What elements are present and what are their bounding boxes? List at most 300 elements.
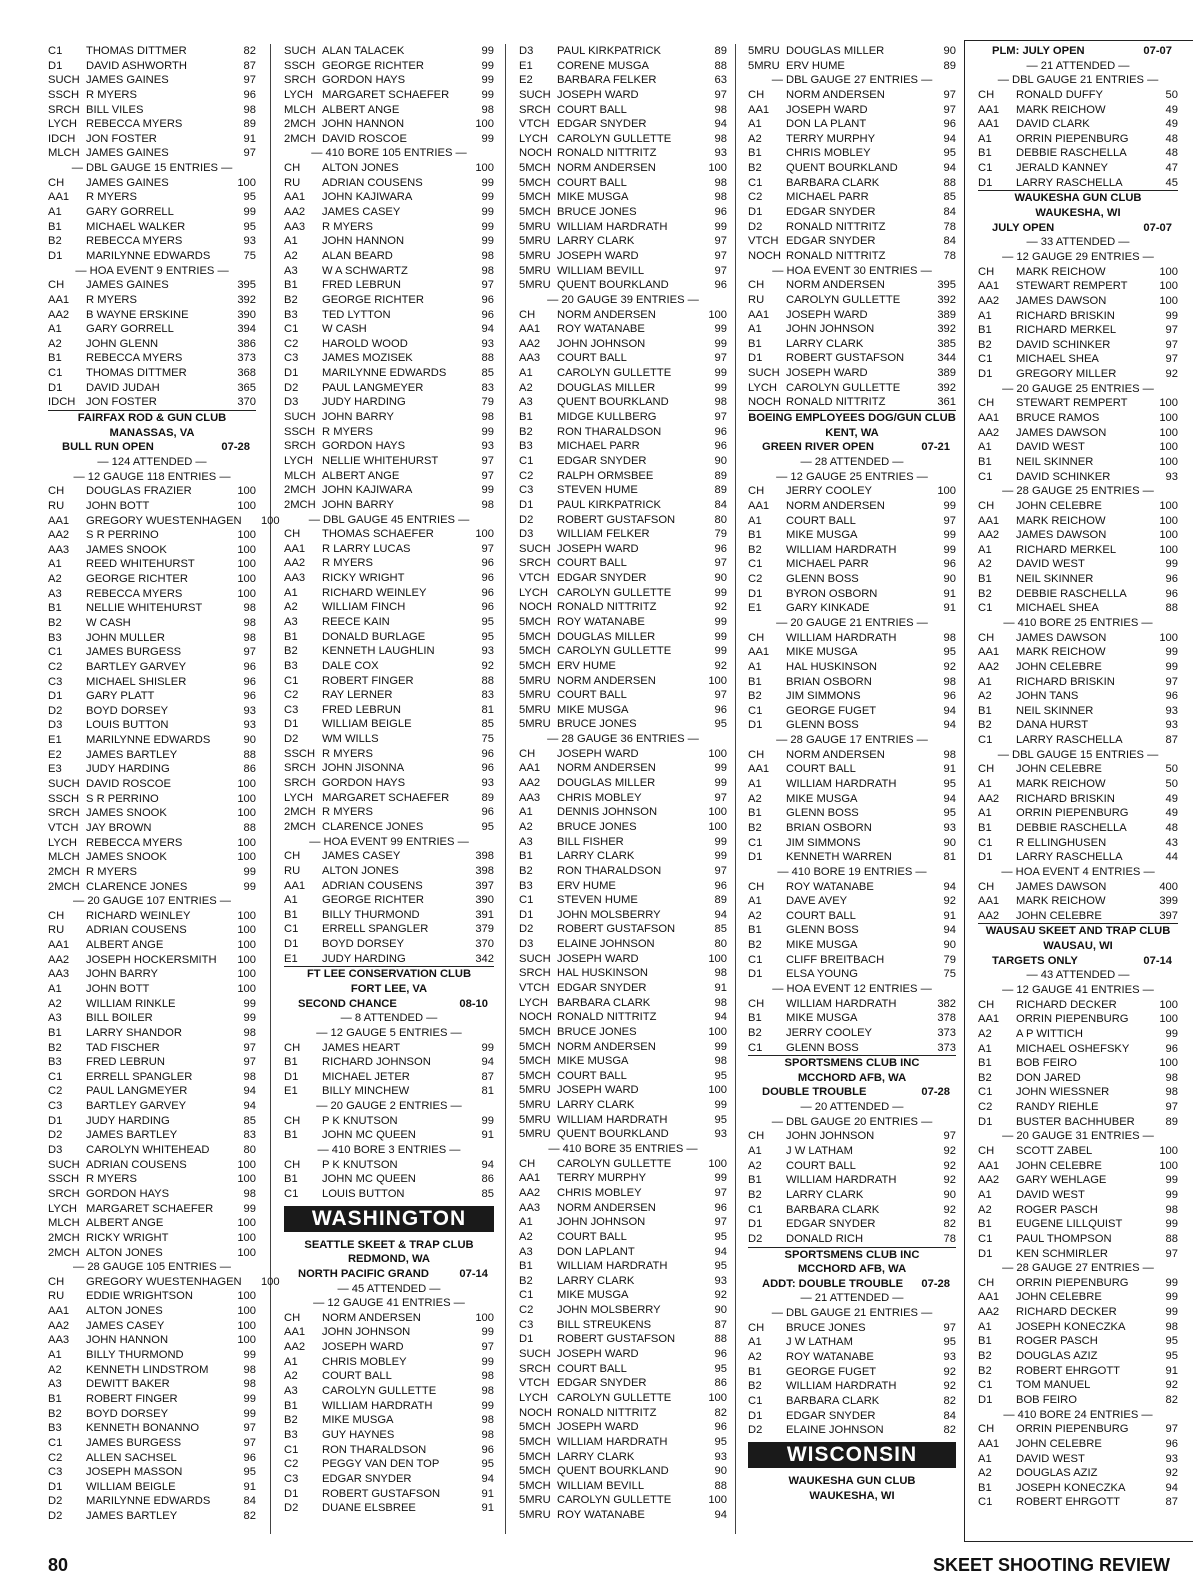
score: 98	[481, 264, 494, 277]
score: 79	[714, 528, 727, 541]
score: 99	[1165, 646, 1178, 659]
shooter-name: KENNETH BONANNO	[86, 1422, 200, 1435]
result-row	[978, 338, 1178, 353]
shooter-name: MIKE MUSGA	[557, 703, 629, 716]
class-code: A1	[284, 894, 298, 907]
shooter-name: ALTON JONES	[322, 162, 399, 175]
class-code: 5MRU	[519, 264, 551, 277]
shooter-name: TAD FISCHER	[86, 1041, 160, 1054]
shooter-name: ROBERT EHRGOTT	[1016, 1496, 1121, 1509]
result-row	[748, 103, 956, 118]
result-row	[748, 1335, 956, 1350]
score: 95	[714, 1069, 727, 1082]
score: 96	[714, 542, 727, 555]
score: 100	[1159, 1159, 1178, 1172]
shooter-name: PAUL THOMPSON	[1016, 1232, 1112, 1245]
result-row	[748, 909, 956, 924]
shooter-name: JOSEPH WARD	[322, 1341, 404, 1354]
result-row	[284, 220, 494, 235]
class-code: SRCH	[284, 74, 316, 87]
shooter-name: WILLIAM HARDRATH	[786, 1174, 897, 1187]
shooter-name: JAMES HEART	[322, 1041, 401, 1054]
shooter-name: W A SCHWARTZ	[322, 264, 408, 277]
score: 98	[481, 1385, 494, 1398]
score: 99	[714, 645, 727, 658]
shooter-name: NELLIE WHITEHURST	[322, 454, 439, 467]
class-code: D1	[48, 690, 63, 703]
result-row	[519, 205, 727, 220]
score: 78	[943, 249, 956, 262]
result-row	[519, 849, 727, 864]
score: 99	[714, 850, 727, 863]
result-row	[748, 601, 956, 616]
class-code: C1	[284, 1443, 299, 1456]
shooter-name: JAMES CASEY	[86, 1319, 165, 1332]
class-code: C1	[978, 602, 993, 615]
class-code: A3	[284, 615, 298, 628]
shooter-name: DOUGLAS MILLER	[786, 45, 885, 57]
result-row	[748, 880, 956, 895]
result-row	[284, 249, 494, 264]
shooter-name: NORM ANDERSEN	[557, 162, 656, 175]
class-code: AA1	[978, 1291, 1000, 1304]
class-code: LYCH	[284, 454, 314, 467]
class-code: C1	[748, 953, 763, 966]
shooter-name: JUDY HARDING	[86, 1114, 170, 1127]
result-row	[748, 806, 956, 821]
shooter-name: RONALD NITTRITZ	[557, 1011, 657, 1024]
score: 49	[1165, 118, 1178, 131]
result-row	[748, 1173, 956, 1188]
result-row	[748, 1203, 956, 1218]
result-row	[48, 499, 256, 514]
class-code: CH	[978, 998, 995, 1011]
result-row	[284, 1172, 494, 1187]
score: 88	[943, 176, 956, 189]
class-code: B2	[978, 1071, 992, 1084]
shooter-name: JOHN CELEBRE	[1016, 1291, 1102, 1304]
class-code: CH	[519, 747, 536, 760]
class-code: AA2	[284, 1341, 306, 1354]
result-row	[48, 1319, 256, 1334]
score: 92	[714, 659, 727, 672]
result-row	[748, 249, 956, 264]
result-row	[284, 190, 494, 205]
class-code: D1	[748, 206, 763, 219]
score: 98	[943, 631, 956, 644]
class-code: C2	[284, 337, 299, 350]
class-code: AA1	[978, 412, 1000, 425]
shooter-name: RICHARD JOHNSON	[322, 1056, 431, 1069]
shooter-name: ROY WATANABE	[786, 880, 874, 893]
shooter-name: JOHN JOHNSON	[557, 337, 646, 350]
result-row	[284, 1399, 494, 1414]
score: 97	[714, 249, 727, 262]
score: 95	[481, 615, 494, 628]
shooter-name: ALBERT ANGE	[322, 469, 400, 482]
result-row	[978, 528, 1178, 543]
shooter-name: ROY WATANABE	[786, 1351, 874, 1364]
shooter-name: JOSEPH WARD	[786, 103, 868, 116]
score: 93	[714, 1274, 727, 1287]
shooter-name: BUSTER BACHHUBER	[1016, 1115, 1135, 1128]
class-code: C1	[978, 353, 993, 366]
score: 97	[943, 88, 956, 101]
class-code: D1	[48, 1480, 63, 1493]
score: 100	[237, 1217, 256, 1230]
class-code: A1	[748, 778, 762, 791]
score: 100	[475, 162, 494, 175]
shooter-name: DAVID CLARK	[1016, 118, 1090, 131]
result-row	[48, 132, 256, 147]
result-row	[48, 1465, 256, 1480]
shooter-name: JOHN JOHNSON	[322, 1326, 411, 1339]
class-code: C3	[48, 675, 63, 688]
shooter-name: GLENN BOSS	[786, 573, 859, 586]
shooter-name: JAMES BARTLEY	[86, 748, 178, 761]
shooter-name: GEORGE RICHTER	[86, 573, 188, 586]
class-code: CH	[748, 631, 765, 644]
class-code: B1	[519, 850, 533, 863]
result-row	[284, 1457, 494, 1472]
score: 88	[481, 674, 494, 687]
score: 382	[937, 997, 956, 1010]
result-row	[284, 820, 494, 835]
score: 100	[708, 308, 727, 321]
class-code: CH	[284, 1041, 301, 1054]
class-code: 5MRU	[519, 703, 551, 716]
result-row	[48, 718, 256, 733]
shooter-name: HAROLD WOOD	[322, 337, 408, 350]
score: 99	[481, 176, 494, 189]
shooter-name: GLENN BOSS	[786, 924, 859, 937]
score: 97	[1165, 1247, 1178, 1260]
result-row	[519, 937, 727, 952]
shooter-name: ALBERT ANGE	[86, 1217, 164, 1230]
result-row	[519, 791, 727, 806]
score: 98	[714, 132, 727, 145]
score: 91	[481, 1129, 494, 1142]
class-code: AA2	[48, 529, 70, 542]
shooter-name: DONALD BURLAGE	[322, 630, 426, 643]
score: 90	[714, 572, 727, 585]
class-code: A2	[978, 1467, 992, 1480]
score: 97	[943, 103, 956, 116]
class-code: A2	[519, 381, 533, 394]
result-row	[748, 1409, 956, 1424]
class-code: C1	[284, 1187, 299, 1200]
shooter-name: DEWITT BAKER	[86, 1378, 170, 1391]
shooter-name: EDGAR SNYDER	[557, 1377, 647, 1390]
result-row	[284, 571, 494, 586]
shooter-name: S R PERRINO	[86, 529, 159, 542]
class-code: B1	[48, 602, 62, 615]
score: 100	[708, 1494, 727, 1507]
score: 390	[475, 894, 494, 907]
class-code: B2	[748, 690, 762, 703]
class-code: VTCH	[519, 1377, 550, 1390]
score: 99	[714, 323, 727, 336]
class-code: SUCH	[748, 367, 780, 380]
result-row	[48, 205, 256, 220]
shooter-name: REBECCA MYERS	[86, 836, 183, 849]
score: 96	[243, 690, 256, 703]
score: 100	[1159, 265, 1178, 278]
result-row	[748, 587, 956, 602]
result-row	[748, 220, 956, 235]
shooter-name: LARRY SHANDOR	[86, 1026, 182, 1039]
class-code: CH	[48, 909, 65, 922]
class-code: RU	[748, 293, 765, 306]
score: 49	[1165, 792, 1178, 805]
shooter-name: MARILYNNE EDWARDS	[322, 367, 447, 380]
shooter-name: WILLIAM BEIGLE	[322, 718, 412, 731]
class-code: AA2	[978, 426, 1000, 439]
shooter-name: ERV HUME	[557, 879, 616, 892]
shooter-name: GLENN BOSS	[786, 1041, 859, 1054]
shooter-name: PAUL KIRKPATRICK	[557, 498, 662, 511]
score: 94	[943, 704, 956, 717]
result-row	[519, 351, 727, 366]
results-column-3	[519, 44, 727, 1523]
result-row	[978, 572, 1178, 587]
shooter-name: BILL BOILER	[86, 1012, 153, 1025]
result-row	[48, 762, 256, 777]
result-row	[978, 806, 1178, 821]
shooter-name: ROY WATANABE	[557, 615, 645, 628]
score: 365	[237, 381, 256, 394]
shooter-name: GEORGE RICHTER	[322, 293, 424, 306]
class-code: IDCH	[48, 132, 76, 145]
class-code: A1	[978, 132, 992, 145]
section-header: — 12 GAUGE 41 ENTRIES —	[1002, 984, 1154, 996]
score: 85	[481, 1187, 494, 1200]
score: 100	[475, 528, 494, 541]
shooter-name: STEWART REMPERT	[1016, 397, 1128, 410]
result-row	[48, 1216, 256, 1231]
result-row	[519, 1288, 727, 1303]
class-code: AA2	[48, 1319, 70, 1332]
result-row	[519, 1508, 727, 1523]
score: 98	[243, 103, 256, 116]
score: 100	[1159, 412, 1178, 425]
shooter-name: BARBARA CLARK	[557, 996, 651, 1009]
shooter-name: GREGORY MILLER	[1016, 368, 1117, 381]
class-code: E2	[48, 748, 62, 761]
result-row	[748, 59, 956, 74]
score: 96	[714, 1348, 727, 1361]
score: 96	[243, 660, 256, 673]
score: 99	[714, 630, 727, 643]
class-code: SRCH	[284, 440, 316, 453]
result-row	[519, 483, 727, 498]
shooter-name: GLENN BOSS	[786, 807, 859, 820]
class-code: D1	[284, 1070, 299, 1083]
class-code: B1	[284, 1129, 298, 1142]
result-row	[978, 704, 1178, 719]
shooter-name: JOHN BARRY	[322, 498, 394, 511]
class-code: AA1	[284, 542, 306, 555]
class-code: C1	[48, 45, 63, 57]
class-code: CH	[978, 880, 995, 893]
result-row	[284, 483, 494, 498]
score: 398	[475, 850, 494, 863]
score: 100	[1159, 397, 1178, 410]
shooter-name: GARY PLATT	[86, 690, 155, 703]
class-code: C1	[978, 1232, 993, 1245]
class-code: B2	[748, 1026, 762, 1039]
class-code: AA1	[519, 323, 541, 336]
section-header: — 20 GAUGE 2 ENTRIES —	[316, 1100, 462, 1113]
result-row	[284, 849, 494, 864]
score: 82	[943, 1424, 956, 1437]
shooter-name: JUDY HARDING	[86, 763, 170, 776]
result-row	[978, 265, 1178, 280]
score: 97	[481, 279, 494, 292]
shooter-name: CHRIS MOBLEY	[786, 147, 871, 160]
shooter-name: NEIL SKINNER	[1016, 704, 1094, 717]
score: 91	[943, 763, 956, 776]
class-code: 5MCH	[519, 1450, 551, 1463]
class-code: B1	[748, 924, 762, 937]
class-code: AA1	[519, 762, 541, 775]
shooter-name: JOSEPH WARD	[786, 367, 868, 380]
result-row	[978, 601, 1178, 616]
shooter-name: COURT BALL	[322, 1370, 392, 1383]
class-code: A2	[48, 997, 62, 1010]
shooter-name: EDGAR SNYDER	[786, 206, 876, 219]
result-row	[748, 631, 956, 646]
class-code: AA1	[48, 1305, 70, 1318]
class-code: 2MCH	[284, 484, 316, 497]
score: 99	[714, 762, 727, 775]
score: 100	[1159, 441, 1178, 454]
class-code: D1	[48, 249, 63, 262]
class-code: A1	[748, 514, 762, 527]
shooter-name: WILLIAM BEIGLE	[86, 1480, 176, 1493]
section-header: — 8 ATTENDED —	[340, 1012, 438, 1025]
shooter-name: PAUL LANGMEYER	[86, 1085, 188, 1098]
class-code: LYCH	[284, 791, 314, 804]
shooter-name: RONALD NITTRITZ	[557, 1406, 657, 1419]
score: 96	[943, 690, 956, 703]
class-code: C1	[519, 454, 534, 467]
score: 91	[481, 1502, 494, 1515]
result-row	[48, 777, 256, 792]
score: 96	[481, 806, 494, 819]
score: 100	[1159, 529, 1178, 542]
score: 92	[943, 1380, 956, 1393]
shooter-name: DAVID WEST	[1016, 1452, 1085, 1465]
score: 89	[714, 45, 727, 57]
class-code: LYCH	[748, 381, 778, 394]
class-code: SRCH	[284, 777, 316, 790]
result-row	[978, 470, 1178, 485]
shooter-name: MIKE MUSGA	[786, 939, 858, 952]
club-header: KENT, WA	[825, 426, 879, 439]
score: 97	[714, 689, 727, 702]
class-code: CH	[978, 397, 995, 410]
shooter-name: COURT BALL	[557, 1362, 627, 1375]
shooter-name: FRED LEBRUN	[86, 1056, 165, 1069]
class-code: C2	[284, 1458, 299, 1471]
shooter-name: JOHN MC QUEEN	[322, 1129, 416, 1142]
shooter-name: QUENT BOURKLAND	[557, 396, 669, 409]
result-row	[519, 1054, 727, 1069]
score: 392	[237, 293, 256, 306]
result-row	[519, 527, 727, 542]
shooter-name: RICKY WRIGHT	[86, 1231, 169, 1244]
shooter-name: CAROLYN WHITEHEAD	[86, 1144, 210, 1157]
result-row	[284, 776, 494, 791]
shooter-name: GEORGE RICHTER	[322, 59, 424, 72]
section-header: — 20 ATTENDED —	[800, 1101, 904, 1114]
class-code: E3	[48, 763, 62, 776]
shooter-name: JAMES SNOOK	[86, 807, 167, 820]
result-row	[519, 1215, 727, 1230]
event-name: ADDT: DOUBLE TROUBLE	[762, 1277, 904, 1290]
section-header: — 20 GAUGE 107 ENTRIES —	[73, 895, 231, 908]
shooter-name: ELAINE JOHNSON	[557, 938, 655, 951]
result-row	[748, 1232, 956, 1248]
class-code: RU	[48, 499, 65, 512]
shooter-name: EDDIE WRIGHTSON	[86, 1290, 193, 1303]
shooter-name: ROY WATANABE	[557, 1509, 645, 1522]
results-column-4	[748, 44, 956, 1503]
score: 87	[714, 1318, 727, 1331]
result-row	[284, 600, 494, 615]
result-row	[519, 1230, 727, 1245]
score: 82	[1165, 1393, 1178, 1406]
score: 87	[243, 59, 256, 72]
class-code: CH	[284, 1114, 301, 1127]
result-row	[978, 557, 1178, 572]
score: 95	[714, 1260, 727, 1273]
shooter-name: JOSEPH WARD	[557, 1348, 639, 1361]
shooter-name: TOM MANUEL	[1016, 1379, 1091, 1392]
club-header: WAUKESHA, WI	[1035, 207, 1121, 220]
shooter-name: DAVID SCHINKER	[1016, 470, 1111, 483]
result-row	[519, 703, 727, 718]
shooter-name: JAMES DAWSON	[1016, 631, 1107, 644]
class-code: B1	[519, 1260, 533, 1273]
score: 95	[943, 778, 956, 791]
result-row	[519, 1040, 727, 1055]
score: 99	[1165, 309, 1178, 322]
score: 99	[714, 337, 727, 350]
score: 98	[714, 176, 727, 189]
class-code: CH	[978, 265, 995, 278]
shooter-name: WILLIAM HARDRATH	[786, 631, 897, 644]
shooter-name: CLARENCE JONES	[86, 880, 188, 893]
score: 99	[243, 865, 256, 878]
score: 98	[481, 1370, 494, 1383]
shooter-name: J W LATHAM	[786, 1145, 853, 1158]
section-header: — DBL GAUGE 21 ENTRIES —	[771, 1307, 933, 1320]
result-row	[519, 908, 727, 923]
result-row	[519, 381, 727, 396]
result-row	[519, 498, 727, 513]
shooter-name: DAVE AVEY	[786, 895, 848, 908]
class-code: SUCH	[519, 952, 551, 965]
score: 44	[1165, 851, 1178, 864]
class-code: C1	[284, 323, 299, 336]
shooter-name: ROBERT GUSTAFSON	[322, 1487, 441, 1500]
shooter-name: GARY GORRELL	[86, 206, 174, 219]
shooter-name: MICHAEL JETER	[322, 1070, 410, 1083]
result-row	[284, 176, 494, 191]
shooter-name: EDGAR SNYDER	[322, 1472, 412, 1485]
